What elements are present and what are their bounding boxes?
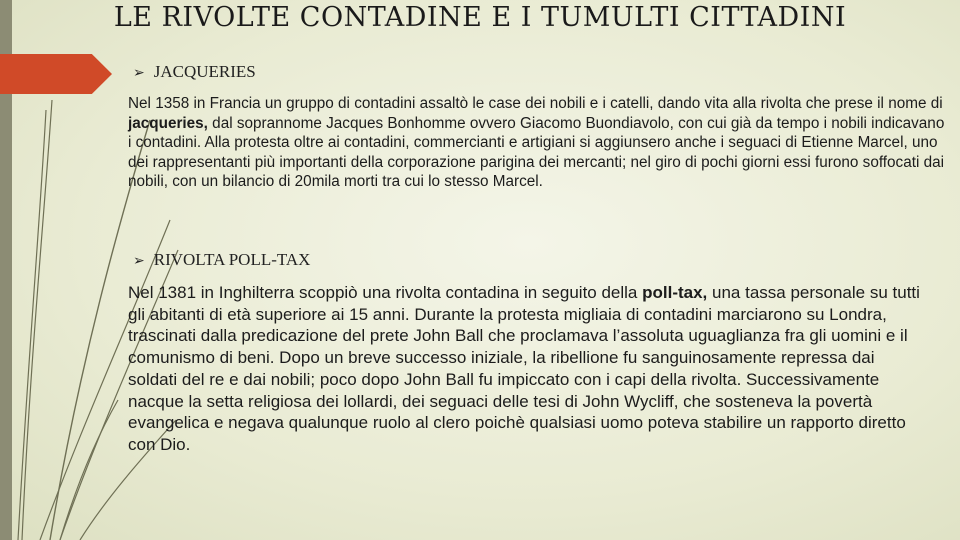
paragraph-text: Nel 1358 in Francia un gruppo di contadini assaltò le case dei nobili e i catelli, dando vita alla rivolta che prese il nome di <box>128 95 943 112</box>
section-heading-jacqueries <box>133 62 256 82</box>
accent-arrow-shape <box>0 54 112 94</box>
bold-term: jacqueries, <box>128 114 208 132</box>
paragraph-text: dal soprannome Jacques Bonhomme ovvero Giacomo Buondiavolo, con cui già da tempo i nobili indicavano i contadini. Alla protesta oltre ai contadini, commercianti e artigiani si aggiunsero anche i seguaci di Etienne Marcel, uno dei rappresentanti più importanti della corporazione parigina dei mercanti; nel giro di pochi giorni essi furono soffocati dai nobili, con un bilancio di 20mila morti tra cui lo stesso Marcel. <box>128 114 945 190</box>
paragraph-text: una tassa personale su tutti gli abitanti di età superiore ai 15 anni. Durante la protesta migliaia di contadini marciarono su Londra, trascinati dalla predicazione del prete John Ball che proclamava l’assoluta uguaglianza fra gli uomini e il comunismo di beni. Dopo un breve successo iniziale, la ribellione fu sanguinosamente repressa dai soldati del re e dai nobili; poco dopo John Ball fu impiccato con i capi della rivolta. Successivamente nacque la setta religiosa dei lollardi, dei seguaci delle tesi di John Wycliff, che sosteneva la povertà evangelica e negava qualunque ruolo al clero poichè qualsiasi uomo poteva stabilire un rapporto diretto con Dio. <box>128 283 920 454</box>
page-title: LE RIVOLTE CONTADINE E I TUMULTI CITTADINI <box>113 2 847 33</box>
paragraph-poll-tax <box>128 282 928 456</box>
section-heading-poll-tax <box>133 250 310 270</box>
paragraph-text: Nel 1381 in Inghilterra scoppiò una rivolta contadina in seguito della <box>128 283 643 302</box>
arrow-bullet-icon: ➢ <box>133 66 145 81</box>
paragraph-jacqueries <box>128 94 948 192</box>
heading-label: JACQUERIES <box>153 62 256 81</box>
arrow-bullet-icon: ➢ <box>133 254 145 269</box>
heading-label: RIVOLTA POLL-TAX <box>153 250 311 269</box>
bold-term: poll-tax, <box>642 283 708 302</box>
